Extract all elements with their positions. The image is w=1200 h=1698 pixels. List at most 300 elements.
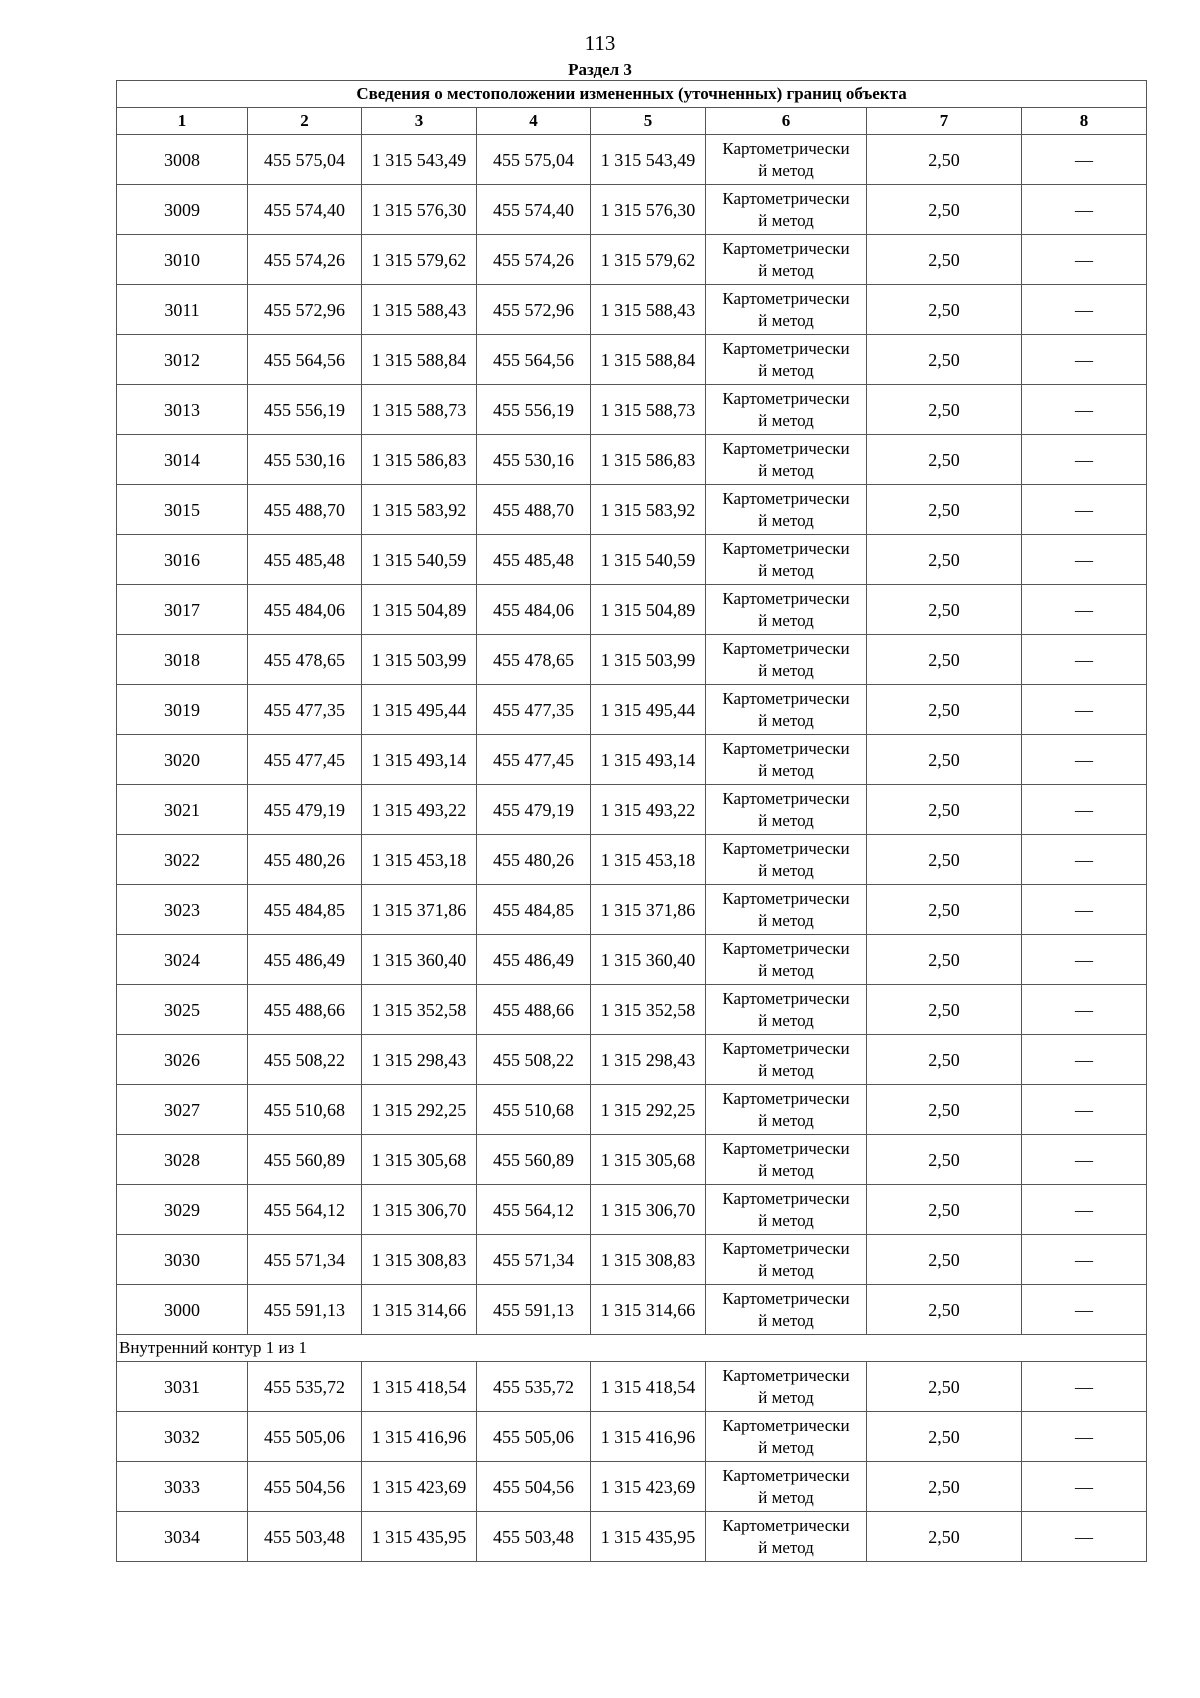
method-line-2: й метод bbox=[758, 710, 814, 730]
accuracy-cell: 2,50 bbox=[867, 1135, 1022, 1185]
method-cell bbox=[706, 285, 867, 335]
x-new-cell: 455 574,26 bbox=[477, 235, 591, 285]
method-cell bbox=[706, 785, 867, 835]
accuracy-cell: 2,50 bbox=[867, 1035, 1022, 1085]
point-number-cell: 3030 bbox=[117, 1235, 248, 1285]
table-row bbox=[117, 1362, 1147, 1412]
table-row bbox=[117, 585, 1147, 635]
accuracy-cell: 2,50 bbox=[867, 885, 1022, 935]
method-cell bbox=[706, 335, 867, 385]
note-cell: — bbox=[1022, 1185, 1147, 1235]
accuracy-cell: 2,50 bbox=[867, 935, 1022, 985]
x-old-cell: 455 503,48 bbox=[248, 1512, 362, 1562]
method-cell bbox=[706, 1462, 867, 1512]
x-new-cell: 455 535,72 bbox=[477, 1362, 591, 1412]
table-caption-row bbox=[117, 81, 1147, 108]
y-new-cell: 1 315 579,62 bbox=[591, 235, 706, 285]
note-cell: — bbox=[1022, 1135, 1147, 1185]
table-row bbox=[117, 1235, 1147, 1285]
method-line-2: й метод bbox=[758, 1210, 814, 1230]
column-header: 5 bbox=[591, 108, 706, 135]
table-row bbox=[117, 935, 1147, 985]
y-new-cell: 1 315 435,95 bbox=[591, 1512, 706, 1562]
method-line-2: й метод bbox=[758, 610, 814, 630]
column-header: 4 bbox=[477, 108, 591, 135]
y-new-cell: 1 315 305,68 bbox=[591, 1135, 706, 1185]
x-new-cell: 455 560,89 bbox=[477, 1135, 591, 1185]
y-new-cell: 1 315 543,49 bbox=[591, 135, 706, 185]
method-cell bbox=[706, 535, 867, 585]
inner-contour-row bbox=[117, 1335, 1147, 1362]
method-line-2: й метод bbox=[758, 510, 814, 530]
y-new-cell: 1 315 306,70 bbox=[591, 1185, 706, 1235]
method-line-1: Картометрически bbox=[722, 1238, 850, 1258]
table-row bbox=[117, 1035, 1147, 1085]
method-line-1: Картометрически bbox=[722, 338, 850, 358]
accuracy-cell: 2,50 bbox=[867, 835, 1022, 885]
point-number-cell: 3016 bbox=[117, 535, 248, 585]
x-new-cell: 455 484,06 bbox=[477, 585, 591, 635]
note-cell: — bbox=[1022, 485, 1147, 535]
note-cell: — bbox=[1022, 335, 1147, 385]
method-cell bbox=[706, 235, 867, 285]
method-line-2: й метод bbox=[758, 960, 814, 980]
y-new-cell: 1 315 493,14 bbox=[591, 735, 706, 785]
x-old-cell: 455 530,16 bbox=[248, 435, 362, 485]
y-old-cell: 1 315 503,99 bbox=[362, 635, 477, 685]
accuracy-cell: 2,50 bbox=[867, 1362, 1022, 1412]
table-row bbox=[117, 985, 1147, 1035]
x-old-cell: 455 574,40 bbox=[248, 185, 362, 235]
x-old-cell: 455 575,04 bbox=[248, 135, 362, 185]
y-old-cell: 1 315 371,86 bbox=[362, 885, 477, 935]
accuracy-cell: 2,50 bbox=[867, 1285, 1022, 1335]
table-row bbox=[117, 835, 1147, 885]
method-line-2: й метод bbox=[758, 360, 814, 380]
table-row bbox=[117, 235, 1147, 285]
x-new-cell: 455 564,12 bbox=[477, 1185, 591, 1235]
method-line-2: й метод bbox=[758, 1160, 814, 1180]
y-old-cell: 1 315 305,68 bbox=[362, 1135, 477, 1185]
section-title: Раздел 3 bbox=[568, 60, 632, 79]
method-cell bbox=[706, 585, 867, 635]
y-new-cell: 1 315 540,59 bbox=[591, 535, 706, 585]
y-new-cell: 1 315 416,96 bbox=[591, 1412, 706, 1462]
x-old-cell: 455 574,26 bbox=[248, 235, 362, 285]
accuracy-cell: 2,50 bbox=[867, 135, 1022, 185]
x-old-cell: 455 560,89 bbox=[248, 1135, 362, 1185]
accuracy-cell: 2,50 bbox=[867, 635, 1022, 685]
y-old-cell: 1 315 423,69 bbox=[362, 1462, 477, 1512]
method-line-2: й метод bbox=[758, 910, 814, 930]
method-cell bbox=[706, 185, 867, 235]
note-cell: — bbox=[1022, 1362, 1147, 1412]
x-new-cell: 455 477,35 bbox=[477, 685, 591, 735]
point-number-cell: 3027 bbox=[117, 1085, 248, 1135]
y-old-cell: 1 315 504,89 bbox=[362, 585, 477, 635]
x-new-cell: 455 575,04 bbox=[477, 135, 591, 185]
x-new-cell: 455 486,49 bbox=[477, 935, 591, 985]
point-number-cell: 3023 bbox=[117, 885, 248, 935]
method-cell bbox=[706, 1412, 867, 1462]
method-cell bbox=[706, 835, 867, 885]
x-new-cell: 455 556,19 bbox=[477, 385, 591, 435]
note-cell: — bbox=[1022, 1512, 1147, 1562]
method-line-2: й метод bbox=[758, 310, 814, 330]
y-new-cell: 1 315 588,43 bbox=[591, 285, 706, 335]
note-cell: — bbox=[1022, 1412, 1147, 1462]
note-cell: — bbox=[1022, 435, 1147, 485]
inner-contour-label: Внутренний контур 1 из 1 bbox=[117, 1335, 1147, 1362]
y-new-cell: 1 315 352,58 bbox=[591, 985, 706, 1035]
x-old-cell: 455 510,68 bbox=[248, 1085, 362, 1135]
y-new-cell: 1 315 314,66 bbox=[591, 1285, 706, 1335]
method-cell bbox=[706, 1035, 867, 1085]
method-cell bbox=[706, 935, 867, 985]
table-row bbox=[117, 535, 1147, 585]
y-new-cell: 1 315 503,99 bbox=[591, 635, 706, 685]
x-new-cell: 455 478,65 bbox=[477, 635, 591, 685]
x-new-cell: 455 479,19 bbox=[477, 785, 591, 835]
table-row bbox=[117, 1462, 1147, 1512]
method-line-1: Картометрически bbox=[722, 788, 850, 808]
method-line-2: й метод bbox=[758, 760, 814, 780]
table-row bbox=[117, 885, 1147, 935]
method-cell bbox=[706, 1135, 867, 1185]
accuracy-cell: 2,50 bbox=[867, 585, 1022, 635]
table-header-row bbox=[117, 108, 1147, 135]
x-old-cell: 455 505,06 bbox=[248, 1412, 362, 1462]
method-cell bbox=[706, 735, 867, 785]
table-row bbox=[117, 1285, 1147, 1335]
table-row bbox=[117, 185, 1147, 235]
x-old-cell: 455 504,56 bbox=[248, 1462, 362, 1512]
method-line-1: Картометрически bbox=[722, 238, 850, 258]
y-old-cell: 1 315 576,30 bbox=[362, 185, 477, 235]
note-cell: — bbox=[1022, 635, 1147, 685]
method-line-1: Картометрически bbox=[722, 1515, 850, 1535]
note-cell: — bbox=[1022, 385, 1147, 435]
method-line-2: й метод bbox=[758, 410, 814, 430]
point-number-cell: 3024 bbox=[117, 935, 248, 985]
method-line-1: Картометрически bbox=[722, 438, 850, 458]
table-row bbox=[117, 135, 1147, 185]
method-cell bbox=[706, 435, 867, 485]
note-cell: — bbox=[1022, 1235, 1147, 1285]
note-cell: — bbox=[1022, 535, 1147, 585]
note-cell: — bbox=[1022, 1462, 1147, 1512]
method-line-2: й метод bbox=[758, 1010, 814, 1030]
point-number-cell: 3033 bbox=[117, 1462, 248, 1512]
method-line-1: Картометрически bbox=[722, 138, 850, 158]
point-number-cell: 3025 bbox=[117, 985, 248, 1035]
method-line-2: й метод bbox=[758, 260, 814, 280]
table-caption: Сведения о местоположении измененных (уточненных) границ объекта bbox=[117, 81, 1147, 108]
method-line-2: й метод bbox=[758, 1387, 814, 1407]
table-row bbox=[117, 1085, 1147, 1135]
note-cell: — bbox=[1022, 135, 1147, 185]
x-new-cell: 455 505,06 bbox=[477, 1412, 591, 1462]
y-old-cell: 1 315 360,40 bbox=[362, 935, 477, 985]
column-header: 8 bbox=[1022, 108, 1147, 135]
method-line-1: Картометрически bbox=[722, 1138, 850, 1158]
y-new-cell: 1 315 583,92 bbox=[591, 485, 706, 535]
accuracy-cell: 2,50 bbox=[867, 385, 1022, 435]
method-line-2: й метод bbox=[758, 460, 814, 480]
x-new-cell: 455 508,22 bbox=[477, 1035, 591, 1085]
y-new-cell: 1 315 495,44 bbox=[591, 685, 706, 735]
x-old-cell: 455 556,19 bbox=[248, 385, 362, 435]
x-old-cell: 455 564,56 bbox=[248, 335, 362, 385]
method-cell bbox=[706, 485, 867, 535]
method-cell bbox=[706, 1185, 867, 1235]
accuracy-cell: 2,50 bbox=[867, 535, 1022, 585]
method-line-1: Картометрически bbox=[722, 988, 850, 1008]
x-new-cell: 455 591,13 bbox=[477, 1285, 591, 1335]
point-number-cell: 3012 bbox=[117, 335, 248, 385]
x-old-cell: 455 477,45 bbox=[248, 735, 362, 785]
accuracy-cell: 2,50 bbox=[867, 1462, 1022, 1512]
x-new-cell: 455 480,26 bbox=[477, 835, 591, 885]
point-number-cell: 3000 bbox=[117, 1285, 248, 1335]
note-cell: — bbox=[1022, 185, 1147, 235]
y-old-cell: 1 315 418,54 bbox=[362, 1362, 477, 1412]
note-cell: — bbox=[1022, 785, 1147, 835]
y-new-cell: 1 315 588,84 bbox=[591, 335, 706, 385]
y-old-cell: 1 315 579,62 bbox=[362, 235, 477, 285]
method-line-2: й метод bbox=[758, 210, 814, 230]
x-new-cell: 455 571,34 bbox=[477, 1235, 591, 1285]
method-line-2: й метод bbox=[758, 1110, 814, 1130]
point-number-cell: 3019 bbox=[117, 685, 248, 735]
point-number-cell: 3018 bbox=[117, 635, 248, 685]
accuracy-cell: 2,50 bbox=[867, 185, 1022, 235]
note-cell: — bbox=[1022, 235, 1147, 285]
y-old-cell: 1 315 306,70 bbox=[362, 1185, 477, 1235]
accuracy-cell: 2,50 bbox=[867, 1085, 1022, 1135]
x-old-cell: 455 591,13 bbox=[248, 1285, 362, 1335]
note-cell: — bbox=[1022, 885, 1147, 935]
method-cell bbox=[706, 685, 867, 735]
note-cell: — bbox=[1022, 1035, 1147, 1085]
note-cell: — bbox=[1022, 985, 1147, 1035]
y-old-cell: 1 315 588,73 bbox=[362, 385, 477, 435]
accuracy-cell: 2,50 bbox=[867, 1235, 1022, 1285]
method-line-1: Картометрически bbox=[722, 1088, 850, 1108]
y-new-cell: 1 315 371,86 bbox=[591, 885, 706, 935]
column-header: 2 bbox=[248, 108, 362, 135]
accuracy-cell: 2,50 bbox=[867, 485, 1022, 535]
method-cell bbox=[706, 1362, 867, 1412]
accuracy-cell: 2,50 bbox=[867, 1185, 1022, 1235]
method-line-1: Картометрически bbox=[722, 188, 850, 208]
method-line-2: й метод bbox=[758, 1310, 814, 1330]
table-row bbox=[117, 485, 1147, 535]
table-row bbox=[117, 335, 1147, 385]
y-old-cell: 1 315 588,84 bbox=[362, 335, 477, 385]
y-new-cell: 1 315 298,43 bbox=[591, 1035, 706, 1085]
y-new-cell: 1 315 423,69 bbox=[591, 1462, 706, 1512]
point-number-cell: 3028 bbox=[117, 1135, 248, 1185]
x-old-cell: 455 572,96 bbox=[248, 285, 362, 335]
method-line-1: Картометрически bbox=[722, 638, 850, 658]
column-header: 7 bbox=[867, 108, 1022, 135]
x-old-cell: 455 478,65 bbox=[248, 635, 362, 685]
method-cell bbox=[706, 885, 867, 935]
x-new-cell: 455 504,56 bbox=[477, 1462, 591, 1512]
note-cell: — bbox=[1022, 935, 1147, 985]
method-line-1: Картометрически bbox=[722, 1465, 850, 1485]
method-line-2: й метод bbox=[758, 560, 814, 580]
point-number-cell: 3020 bbox=[117, 735, 248, 785]
table-row bbox=[117, 385, 1147, 435]
table-row bbox=[117, 785, 1147, 835]
x-old-cell: 455 485,48 bbox=[248, 535, 362, 585]
method-line-2: й метод bbox=[758, 810, 814, 830]
note-cell: — bbox=[1022, 1085, 1147, 1135]
method-line-1: Картометрически bbox=[722, 1038, 850, 1058]
table-row bbox=[117, 1412, 1147, 1462]
y-new-cell: 1 315 308,83 bbox=[591, 1235, 706, 1285]
method-cell bbox=[706, 635, 867, 685]
table-row bbox=[117, 285, 1147, 335]
method-line-2: й метод bbox=[758, 1437, 814, 1457]
method-cell bbox=[706, 135, 867, 185]
y-new-cell: 1 315 418,54 bbox=[591, 1362, 706, 1412]
method-cell bbox=[706, 1235, 867, 1285]
table-row bbox=[117, 1512, 1147, 1562]
accuracy-cell: 2,50 bbox=[867, 785, 1022, 835]
point-number-cell: 3013 bbox=[117, 385, 248, 435]
x-new-cell: 455 574,40 bbox=[477, 185, 591, 235]
method-line-1: Картометрически bbox=[722, 1288, 850, 1308]
method-line-1: Картометрически bbox=[722, 1415, 850, 1435]
point-number-cell: 3032 bbox=[117, 1412, 248, 1462]
column-header: 6 bbox=[706, 108, 867, 135]
y-old-cell: 1 315 308,83 bbox=[362, 1235, 477, 1285]
x-old-cell: 455 484,85 bbox=[248, 885, 362, 935]
method-line-1: Картометрически bbox=[722, 738, 850, 758]
note-cell: — bbox=[1022, 735, 1147, 785]
table-row bbox=[117, 735, 1147, 785]
table-row bbox=[117, 685, 1147, 735]
x-old-cell: 455 484,06 bbox=[248, 585, 362, 635]
y-old-cell: 1 315 314,66 bbox=[362, 1285, 477, 1335]
y-old-cell: 1 315 453,18 bbox=[362, 835, 477, 885]
point-number-cell: 3021 bbox=[117, 785, 248, 835]
method-line-1: Картометрически bbox=[722, 588, 850, 608]
x-old-cell: 455 571,34 bbox=[248, 1235, 362, 1285]
y-new-cell: 1 315 292,25 bbox=[591, 1085, 706, 1135]
table-row bbox=[117, 435, 1147, 485]
column-header: 1 bbox=[117, 108, 248, 135]
point-number-cell: 3022 bbox=[117, 835, 248, 885]
accuracy-cell: 2,50 bbox=[867, 435, 1022, 485]
method-line-1: Картометрически bbox=[722, 388, 850, 408]
x-old-cell: 455 488,70 bbox=[248, 485, 362, 535]
method-line-2: й метод bbox=[758, 160, 814, 180]
accuracy-cell: 2,50 bbox=[867, 985, 1022, 1035]
page-number: 113 bbox=[584, 31, 616, 55]
method-line-1: Картометрически bbox=[722, 288, 850, 308]
point-number-cell: 3015 bbox=[117, 485, 248, 535]
x-new-cell: 455 564,56 bbox=[477, 335, 591, 385]
x-new-cell: 455 488,66 bbox=[477, 985, 591, 1035]
point-number-cell: 3010 bbox=[117, 235, 248, 285]
y-old-cell: 1 315 583,92 bbox=[362, 485, 477, 535]
x-new-cell: 455 510,68 bbox=[477, 1085, 591, 1135]
y-old-cell: 1 315 588,43 bbox=[362, 285, 477, 335]
table-row bbox=[117, 635, 1147, 685]
x-new-cell: 455 484,85 bbox=[477, 885, 591, 935]
x-old-cell: 455 535,72 bbox=[248, 1362, 362, 1412]
accuracy-cell: 2,50 bbox=[867, 685, 1022, 735]
column-header: 3 bbox=[362, 108, 477, 135]
x-new-cell: 455 503,48 bbox=[477, 1512, 591, 1562]
point-number-cell: 3017 bbox=[117, 585, 248, 635]
method-line-1: Картометрически bbox=[722, 688, 850, 708]
note-cell: — bbox=[1022, 285, 1147, 335]
x-new-cell: 455 530,16 bbox=[477, 435, 591, 485]
method-cell bbox=[706, 1512, 867, 1562]
point-number-cell: 3029 bbox=[117, 1185, 248, 1235]
accuracy-cell: 2,50 bbox=[867, 1412, 1022, 1462]
y-old-cell: 1 315 292,25 bbox=[362, 1085, 477, 1135]
note-cell: — bbox=[1022, 585, 1147, 635]
y-old-cell: 1 315 540,59 bbox=[362, 535, 477, 585]
method-line-1: Картометрически bbox=[722, 538, 850, 558]
y-new-cell: 1 315 586,83 bbox=[591, 435, 706, 485]
method-cell bbox=[706, 385, 867, 435]
table-row bbox=[117, 1135, 1147, 1185]
y-new-cell: 1 315 453,18 bbox=[591, 835, 706, 885]
x-old-cell: 455 488,66 bbox=[248, 985, 362, 1035]
method-cell bbox=[706, 985, 867, 1035]
y-new-cell: 1 315 588,73 bbox=[591, 385, 706, 435]
method-line-1: Картометрически bbox=[722, 838, 850, 858]
point-number-cell: 3008 bbox=[117, 135, 248, 185]
y-old-cell: 1 315 493,14 bbox=[362, 735, 477, 785]
method-line-2: й метод bbox=[758, 1060, 814, 1080]
point-number-cell: 3009 bbox=[117, 185, 248, 235]
method-line-2: й метод bbox=[758, 1537, 814, 1557]
x-old-cell: 455 479,19 bbox=[248, 785, 362, 835]
y-old-cell: 1 315 493,22 bbox=[362, 785, 477, 835]
y-old-cell: 1 315 416,96 bbox=[362, 1412, 477, 1462]
method-line-1: Картометрически bbox=[722, 488, 850, 508]
x-old-cell: 455 480,26 bbox=[248, 835, 362, 885]
y-old-cell: 1 315 495,44 bbox=[362, 685, 477, 735]
table-row bbox=[117, 1185, 1147, 1235]
accuracy-cell: 2,50 bbox=[867, 1512, 1022, 1562]
point-number-cell: 3011 bbox=[117, 285, 248, 335]
method-cell bbox=[706, 1285, 867, 1335]
method-line-1: Картометрически bbox=[722, 1188, 850, 1208]
y-new-cell: 1 315 576,30 bbox=[591, 185, 706, 235]
y-new-cell: 1 315 504,89 bbox=[591, 585, 706, 635]
accuracy-cell: 2,50 bbox=[867, 335, 1022, 385]
note-cell: — bbox=[1022, 835, 1147, 885]
note-cell: — bbox=[1022, 1285, 1147, 1335]
accuracy-cell: 2,50 bbox=[867, 235, 1022, 285]
point-number-cell: 3026 bbox=[117, 1035, 248, 1085]
method-line-2: й метод bbox=[758, 1487, 814, 1507]
y-old-cell: 1 315 352,58 bbox=[362, 985, 477, 1035]
point-number-cell: 3034 bbox=[117, 1512, 248, 1562]
method-line-2: й метод bbox=[758, 1260, 814, 1280]
note-cell: — bbox=[1022, 685, 1147, 735]
method-line-1: Картометрически bbox=[722, 1365, 850, 1385]
